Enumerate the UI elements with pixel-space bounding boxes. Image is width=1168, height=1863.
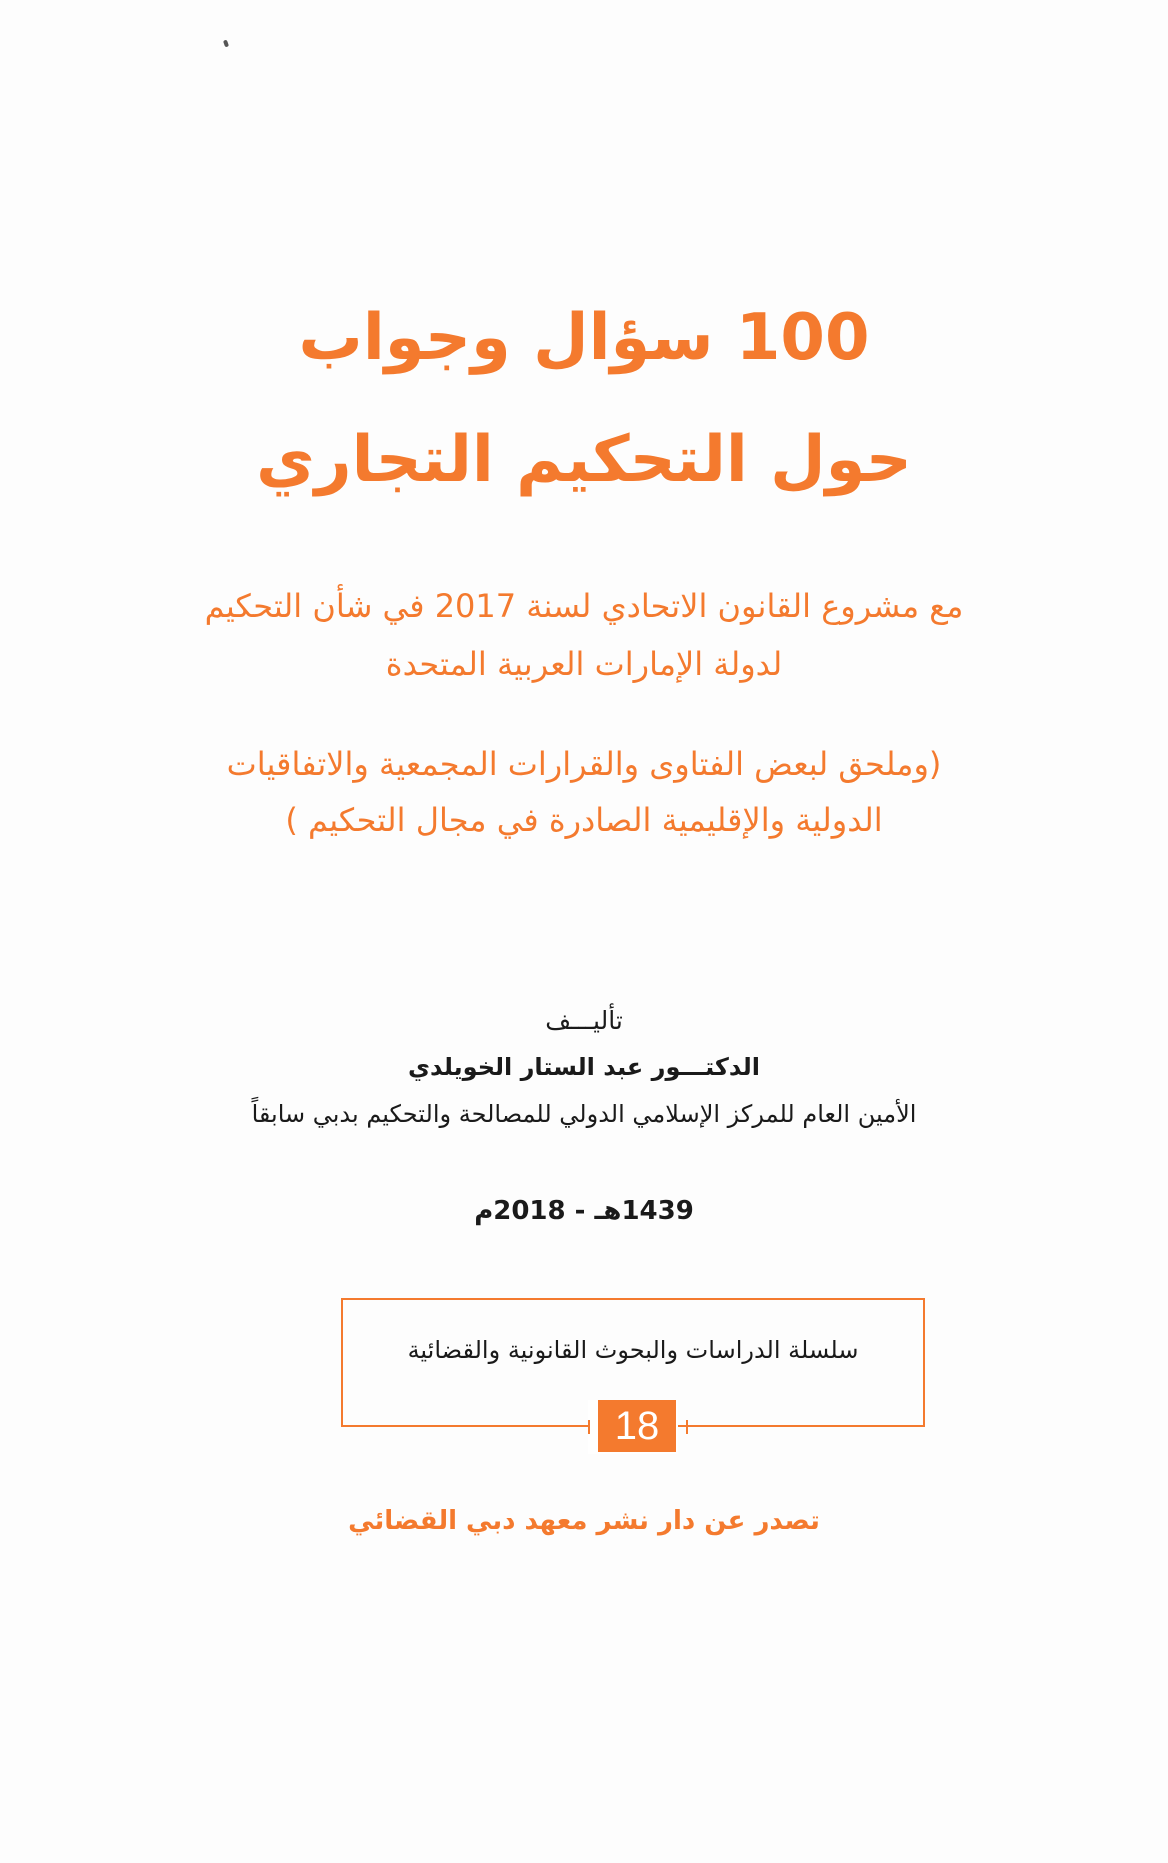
- series-frame-tick-left: [588, 1420, 590, 1434]
- author-role: الأمين العام للمركز الإسلامي الدولي للمصالحة والتحكيم بدبي سابقاً: [251, 1100, 917, 1128]
- subtitle-line-1: مع مشروع القانون الاتحادي لسنة 2017 في شأن التحكيم: [204, 587, 964, 625]
- author-name: الدكتـــور عبد الستار الخويلدي: [408, 1053, 760, 1081]
- series-name: سلسلة الدراسات والبحوث القانونية والقضائية: [407, 1336, 859, 1364]
- subtitle-line-2: لدولة الإمارات العربية المتحدة: [385, 645, 783, 683]
- subtitle-line-3: (وملحق لبعض الفتاوى والقرارات المجمعية والاتفاقيات: [226, 745, 942, 783]
- title-line-2: حول التحكيم التجاري: [256, 423, 912, 497]
- publication-date: 1439هـ - 2018م: [474, 1196, 694, 1226]
- series-number-badge: 18: [598, 1400, 676, 1452]
- series-frame-tick-right: [686, 1420, 688, 1434]
- publisher-line: تصدر عن دار نشر معهد دبي القضائي: [348, 1506, 820, 1536]
- title-line-1: 100 سؤال وجواب: [298, 301, 870, 375]
- subtitle-line-4: الدولية والإقليمية الصادرة في مجال التحكيم ): [285, 801, 883, 839]
- author-label: تأليـــف: [545, 1006, 623, 1035]
- print-speck: [223, 40, 229, 48]
